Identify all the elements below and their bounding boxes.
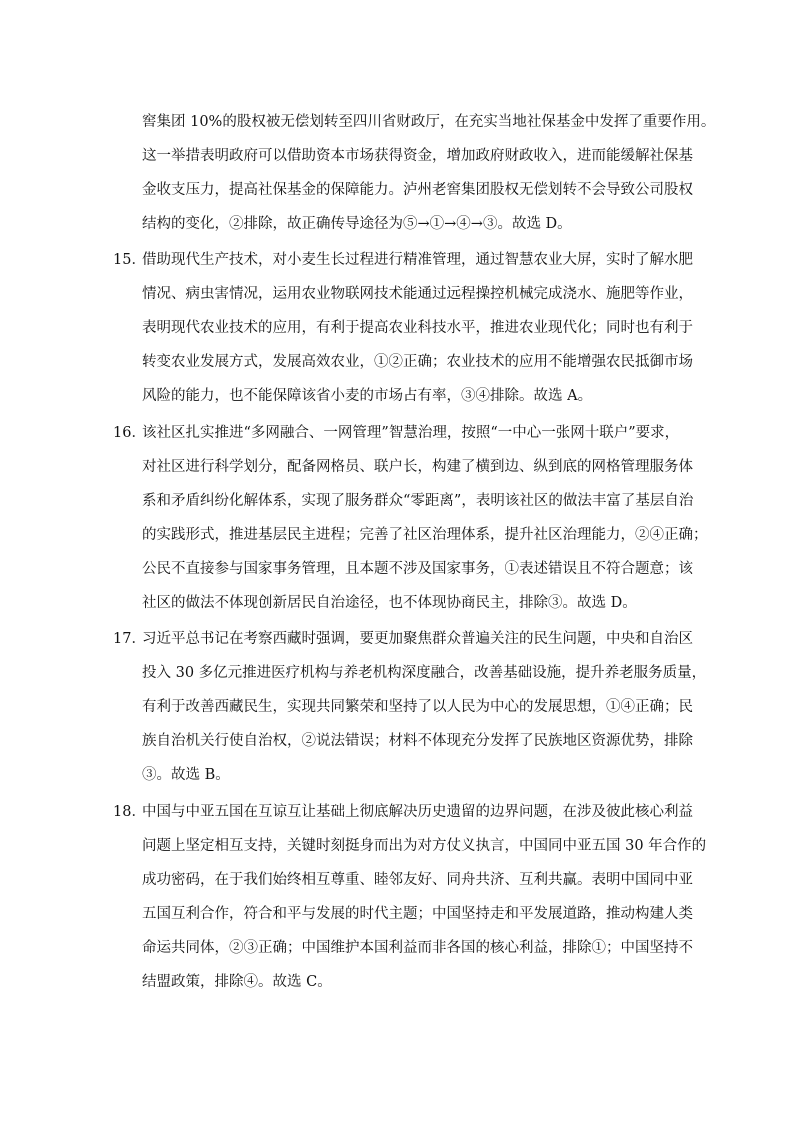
paragraph-line: 风险的能力，也不能保障该省小麦的市场占有率，③④排除。故选 A。 xyxy=(142,388,593,404)
paragraph-line: 问题上坚定相互支持，关键时刻挺身而出为对方仗义执言，中国同中亚五国 30 年合作的 xyxy=(142,838,707,854)
paragraph-line: 族自治机关行使自治权，②说法错误；材料不体现充分发挥了民族地区资源优势，排除 xyxy=(142,733,693,749)
paragraph-line: 的实践形式，推进基层民主进程；完善了社区治理体系，提升社区治理能力，②④正确； xyxy=(142,527,708,543)
paragraph-line: 结构的变化，②排除，故正确传导途径为⑤→①→④→③。故选 D。 xyxy=(142,216,572,232)
paragraph-line: 窖集团 10%的股权被无偿划转至四川省财政厅，在充实当地社保基金中发挥了重要作用。 xyxy=(142,114,716,130)
paragraph-line: 中国与中亚五国在互谅互让基础上彻底解决历史遗留的边界问题，在涉及彼此核心利益 xyxy=(142,804,693,820)
item-number: 17． xyxy=(113,631,146,647)
paragraph-line: 系和矛盾纠纷化解体系，实现了服务群众“零距离”，表明该社区的做法丰富了基层自治 xyxy=(142,493,694,509)
paragraph-line: 命运共同体，②③正确；中国维护本国利益而非各国的核心利益，排除①；中国坚持不 xyxy=(142,940,693,956)
paragraph-line: 有利于改善西藏民生，实现共同繁荣和坚持了以人民为中心的发展思想，①④正确；民 xyxy=(142,699,693,715)
paragraph-line: 金收支压力，提高社保基金的保障能力。泸州老窖集团股权无偿划转不会导致公司股权 xyxy=(142,182,693,198)
paragraph-line: 该社区扎实推进“多网融合、一网管理”智慧治理，按照“一中心一张网十联户”要求， xyxy=(142,425,680,441)
paragraph-line: 对社区进行科学划分，配备网格员、联户长，构建了横到边、纵到底的网格管理服务体 xyxy=(142,459,693,475)
paragraph-line: 投入 30 多亿元推进医疗机构与养老机构深度融合，改善基础设施，提升养老服务质量， xyxy=(142,665,707,681)
paragraph-line: 情况、病虫害情况，运用农业物联网技术能通过远程操控机械完成浇水、施肥等作业， xyxy=(142,286,693,302)
paragraph-line: 公民不直接参与国家事务管理，且本题不涉及国家事务，①表述错误且不符合题意；该 xyxy=(142,561,693,577)
paragraph-line: 社区的做法不体现创新居民自治途径，也不体现协商民主，排除③。故选 D。 xyxy=(142,595,637,611)
paragraph-line: 表明现代农业技术的应用，有利于提高农业科技水平，推进农业现代化；同时也有利于 xyxy=(142,320,693,336)
paragraph-line: 结盟政策，排除④。故选 C。 xyxy=(142,974,332,990)
item-number: 16． xyxy=(113,425,146,441)
item-number: 15． xyxy=(113,252,146,268)
paragraph-line: 转变农业发展方式，发展高效农业，①②正确；农业技术的应用不能增强农民抵御市场 xyxy=(142,354,693,370)
paragraph-line: ③。故选 B。 xyxy=(142,767,230,783)
paragraph-line: 这一举措表明政府可以借助资本市场获得资金，增加政府财政收入，进而能缓解社保基 xyxy=(142,148,693,164)
paragraph-line: 成功密码，在于我们始终相互尊重、睦邻友好、同舟共济、互利共赢。表明中国同中亚 xyxy=(142,872,693,888)
paragraph-line: 习近平总书记在考察西藏时强调，要更加聚焦群众普遍关注的民生问题，中央和自治区 xyxy=(142,631,693,647)
item-number: 18． xyxy=(113,804,146,820)
paragraph-line: 五国互利合作，符合和平与发展的时代主题；中国坚持走和平发展道路，推动构建人类 xyxy=(142,906,693,922)
paragraph-line: 借助现代生产技术，对小麦生长过程进行精准管理，通过智慧农业大屏，实时了解水肥 xyxy=(142,252,693,268)
